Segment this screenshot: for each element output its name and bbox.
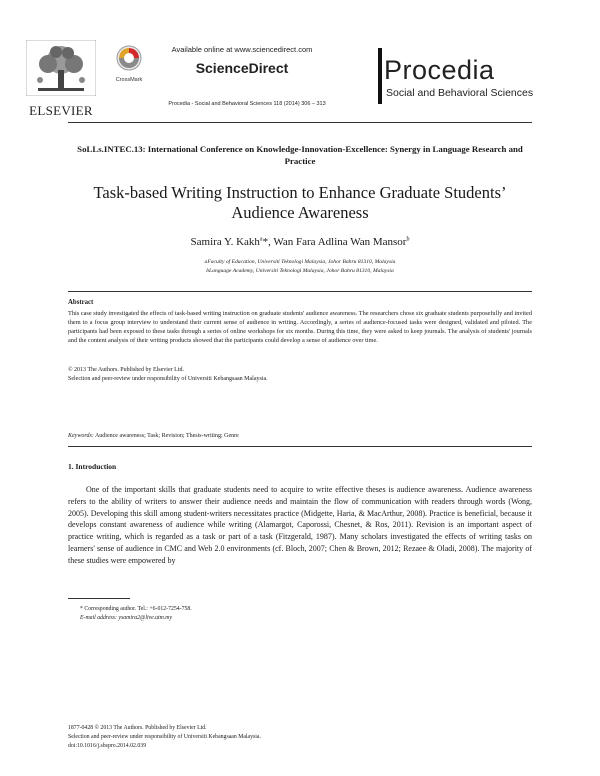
procedia-subtitle: Social and Behavioral Sciences xyxy=(386,87,534,99)
keywords-list: Audience awareness; Task; Revision; Thesis-writing; Genre xyxy=(94,433,239,439)
procedia-brand: Procedia xyxy=(384,55,495,85)
intro-paragraph: One of the important skills that graduate students need to acquire to write effective theses is audience awareness. Audience awareness refers to the ability of writers to answer their audience needs and maintain the flow of communication with readers through words (Wong, 2005). Developing this skill among student-writers necessitates practice (Midgette, Haria, & MacArthur, 2008). Practice is beneficial, because it develops constant awareness of audience while writing (Alamargot, Caporossi, Chesnet, & Ros, 2011). Revision is an important aspect of practice writing, which is regarded as a task or part of a task (Fitzgerald, 1987). Many scholars investigated the effects of writing tasks on learners' sense of audience in CMC and Web 2.0 environments (cf. Bloch, 2007; Chen & Brown, 2012; Rezaee & Oladi, 2008). The majority of these studies were empowered by xyxy=(68,485,532,565)
conference-name: SoLLs.INTEC.13: International Conference on Knowledge-Innovation-Excellence: Synergy in Language Research and Practice xyxy=(77,144,523,166)
abstract-text: This case study investigated the effects of task-based writing instruction on graduate students' audience awareness. The researchers chose six graduate students purposefully and invited them to a focus group interview to understand their current sense of audience in writing. Accordingly, a series of audience-focused tasks were designed, validated and piloted. The participants had been exposed to these tasks through a series of online workshops for six months. During this time, they were asked to keep journals. The analysis of students' journals and the content analysis of their writing products showed that the participants could develop a sense of audience over time. xyxy=(68,310,532,344)
crossmark-label: CrossMark xyxy=(115,77,143,83)
author-2-affil: b xyxy=(406,236,410,243)
affiliation-a: aFaculty of Education, Universiti Teknologi Malaysia, Johor Bahru 81310, Malaysia xyxy=(204,259,396,265)
keywords-label: Keywords: xyxy=(68,433,94,439)
bottom-doi[interactable]: doi:10.1016/j.sbspro.2014.02.039 xyxy=(68,743,147,749)
author-1-affil: a xyxy=(259,236,263,243)
author-1: Samira Y. Kakh xyxy=(190,236,260,248)
footnote-rule xyxy=(68,598,130,599)
journal-citation: Procedia - Social and Behavioral Sciences 118 (2014) 306 – 313 xyxy=(168,101,326,107)
footnote-corresponding: * Corresponding author. Tel.: +6-012-7254-758. xyxy=(80,606,192,612)
author-separator: *, Wan Fara Adlina Wan Mansor xyxy=(262,236,407,248)
abstract-copyright: © 2013 The Authors. Published by Elsevier Ltd. xyxy=(68,367,184,373)
bottom-issn: 1877-0428 © 2013 The Authors. Published by Elsevier Ltd. xyxy=(68,725,207,731)
footnote-email: E-mail address: ysamira2@live.utm.my xyxy=(80,615,173,621)
crossmark-icon xyxy=(116,45,142,71)
available-online: Available online at www.sciencedirect.com xyxy=(171,45,313,54)
paper-title-line2: Audience Awareness xyxy=(231,203,369,222)
procedia-bar xyxy=(378,48,382,104)
abstract-top-rule xyxy=(68,291,532,292)
header-divider xyxy=(68,122,532,123)
abstract-heading: Abstract xyxy=(68,299,94,306)
publisher-name: ELSEVIER xyxy=(29,103,93,118)
crossmark-badge[interactable] xyxy=(114,45,144,83)
keywords xyxy=(68,433,532,439)
affiliation-b: bLanguage Academy, Universiti Teknologi Malaysia, Johor Bahru 81310, Malaysia xyxy=(206,268,394,274)
intro-top-rule xyxy=(68,446,532,447)
elsevier-tree-icon xyxy=(26,40,96,96)
abstract-peer-review: Selection and peer-review under responsibility of Universiti Kebangsaan Malaysia. xyxy=(68,376,268,382)
bottom-peer-review: Selection and peer-review under responsibility of Universiti Kebangsaan Malaysia. xyxy=(68,734,261,740)
sciencedirect-logo: ScienceDirect xyxy=(195,60,289,76)
author-list xyxy=(68,236,532,248)
intro-heading: 1. Introduction xyxy=(68,462,117,471)
paper-title xyxy=(68,183,532,223)
paper-title-line1: Task-based Writing Instruction to Enhance Graduate Students’ xyxy=(93,183,507,202)
intro-body xyxy=(68,484,532,567)
elsevier-logo xyxy=(20,40,102,116)
